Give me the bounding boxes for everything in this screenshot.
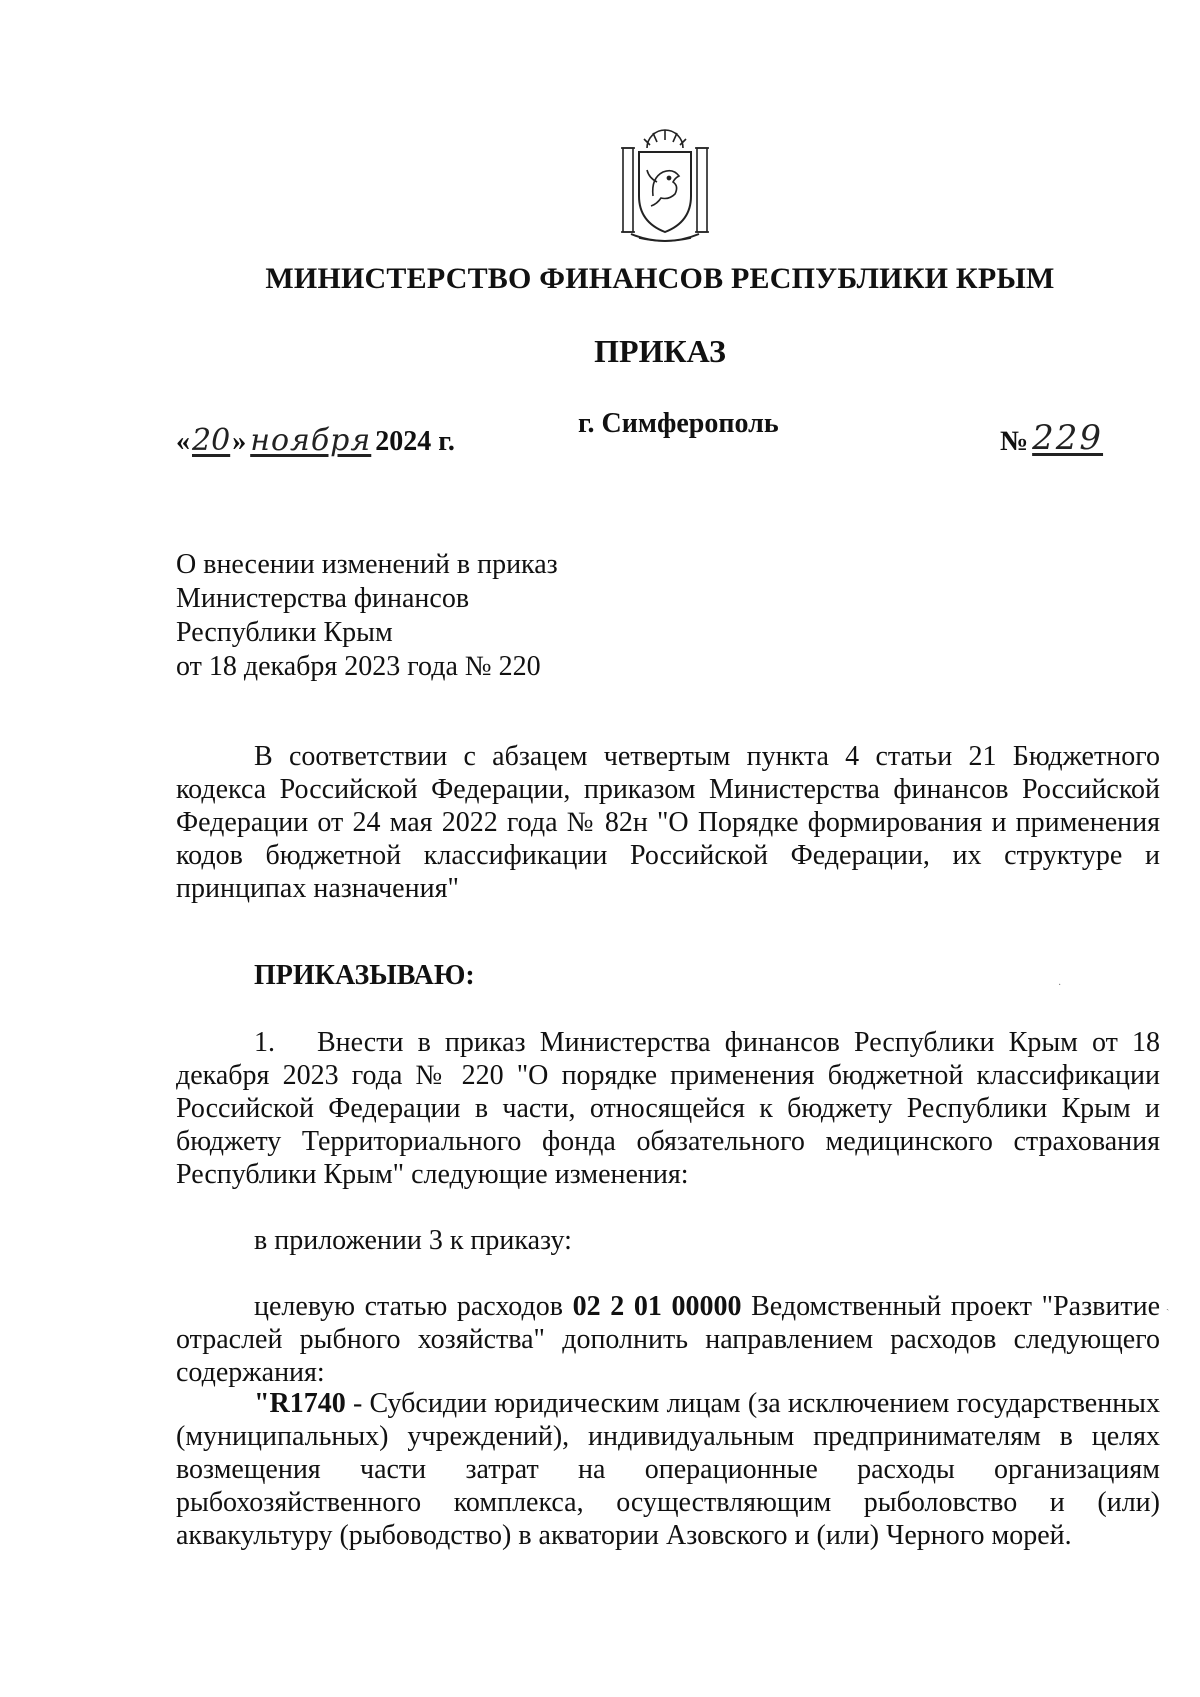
document-date — [176, 408, 455, 458]
item-1-text: Внести в приказ Министерства финансов Республики Крым от 18 декабря 2023 года № 220 "О порядке применения бюджетной классификации Российской Федерации в части, относящейся к бюджету Республики Крым и бюджету Территориального фонда обязательного медицинского страхования Республики Крым" следующие изменения: — [176, 1027, 1160, 1190]
document-subject — [176, 548, 558, 684]
organization-name: МИНИСТЕРСТВО ФИНАНСОВ РЕСПУБЛИКИ КРЫМ — [265, 262, 1055, 295]
date-open-quote: « — [176, 426, 190, 457]
subject-line: от 18 декабря 2023 года № 220 — [176, 651, 541, 682]
scan-speck: · — [1058, 980, 1062, 991]
entry-quote: " — [254, 1388, 270, 1419]
entry-text: - Субсидии юридическим лицам (за исключением государственных (муниципальных) учреждений), индивидуальным предпринимателям в целях возмещения части затрат на операционные расходы организациям рыбохозяйственного комплекса, осуществляющим рыболовство и (или) аквакультуру (рыбоводство) в акватории Азовского и (или) Черного морей. — [176, 1388, 1160, 1551]
scan-speck: ˎ — [1166, 1300, 1170, 1311]
number-label: № — [1000, 426, 1029, 457]
document-type: ПРИКАЗ — [594, 333, 726, 369]
handwritten-number: 229 — [1032, 418, 1104, 458]
item-1-paragraph — [176, 1026, 1160, 1191]
date-year: 2024 г. — [375, 426, 455, 457]
date-close-quote: » — [232, 426, 247, 457]
item-1-number: 1. — [254, 1027, 275, 1058]
subject-line: Республики Крым — [176, 617, 393, 648]
command-heading: ПРИКАЗЫВАЮ: — [254, 960, 475, 991]
expense-entry-paragraph — [176, 1387, 1160, 1552]
entry-code: R1740 — [269, 1388, 346, 1419]
appendix-reference: в приложении 3 к приказу: — [254, 1225, 572, 1256]
target-article-paragraph — [176, 1290, 1160, 1389]
document-number — [1000, 408, 1107, 458]
document-city: г. Симферополь — [578, 408, 779, 439]
preamble-paragraph: В соответствии с абзацем четвертым пункта 4 статьи 21 Бюджетного кодекса Российской Федерации, приказом Министерства финансов Российской Федерации от 24 мая 2022 года № 82н "О Порядке формирования и применения кодов бюджетной классификации Российской Федерации, их структуре и принципах назначения" — [176, 741, 1160, 904]
target-prefix: целевую статью расходов — [254, 1291, 573, 1322]
target-suffix: Ведомственный проект "Развитие отраслей рыбного хозяйства" дополнить направлением расходов следующего содержания: — [176, 1291, 1160, 1388]
subject-line: Министерства финансов — [176, 583, 470, 614]
subject-line: О внесении изменений в приказ — [176, 549, 558, 580]
crimea-coat-of-arms-icon — [617, 126, 713, 246]
target-code: 02 2 01 00000 — [572, 1291, 742, 1322]
handwritten-month: ноября — [250, 423, 372, 458]
handwritten-day: 20 — [192, 423, 231, 458]
